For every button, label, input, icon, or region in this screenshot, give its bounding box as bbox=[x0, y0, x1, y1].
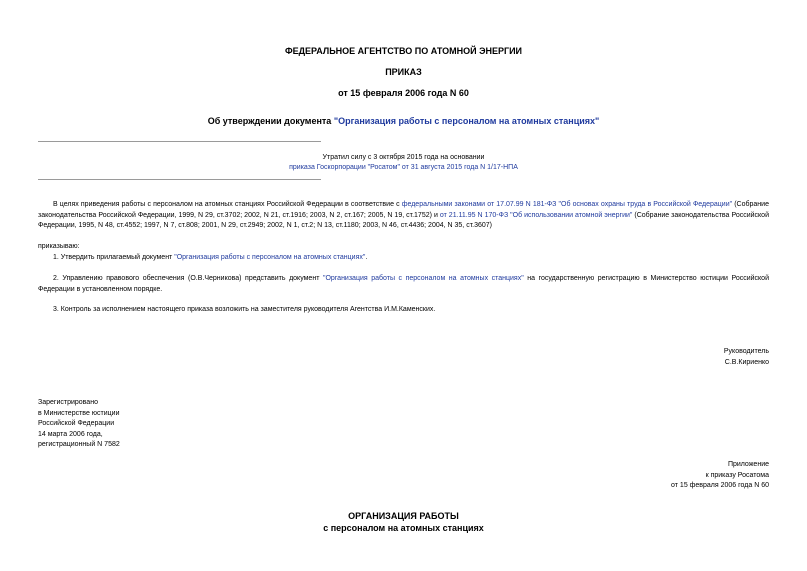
appendix-block bbox=[671, 460, 769, 492]
subject-link[interactable]: "Организация работы с персоналом на атомных станциях" bbox=[333, 116, 600, 126]
repeal-notice bbox=[0, 153, 807, 173]
registration-line: регистрационный N 7582 bbox=[38, 441, 120, 448]
order-word: приказываю: bbox=[38, 243, 80, 250]
appendix-line: Приложение bbox=[727, 461, 769, 468]
registration-block bbox=[38, 398, 120, 451]
section-subtitle: с персоналом на атомных станциях bbox=[323, 523, 484, 533]
signature-name: С.В.Кириенко bbox=[724, 358, 769, 366]
doc-date-number: от 15 февраля 2006 года N 60 bbox=[338, 88, 469, 98]
appendix-line: к приказу Росатома bbox=[705, 471, 769, 479]
preamble-text-a: В целях приведения работы с персоналом на атомных станциях Российской Федерации в соответствие с bbox=[53, 201, 402, 208]
law-181-link[interactable]: федеральными законами от 17.07.99 N 181-ФЗ "Об основах охраны труда в Российской Федерации" bbox=[401, 201, 733, 208]
rule-top bbox=[38, 141, 321, 142]
item-2-end: на государственную регистрацию в Министерство юстиции Российской Федерации в установленном порядке. bbox=[38, 275, 769, 293]
registration-line: 14 марта 2006 года, bbox=[38, 430, 103, 438]
subject-prefix: Об утверждении документа bbox=[207, 116, 334, 126]
item-3: 3. Контроль за исполнением настоящего приказа возложить на заместителя руководителя Агентства И.М.Каменских. bbox=[53, 306, 436, 313]
law-170-link[interactable]: от 21.11.95 N 170-ФЗ "Об использовании атомной энергии" bbox=[439, 211, 633, 219]
section-title: ОРГАНИЗАЦИЯ РАБОТЫ bbox=[348, 511, 459, 521]
registration-line: в Министерстве юстиции bbox=[38, 409, 120, 417]
item-2-text: 2. Управлению правового обеспечения (О.В.Черникова) представить документ bbox=[53, 275, 323, 282]
doc-type: ПРИКАЗ bbox=[385, 67, 422, 77]
repeal-notice-link[interactable]: приказа Госкорпорации "Росатом" от 31 августа 2015 года N 1/17-НПА bbox=[289, 164, 518, 171]
item-1-text: 1. Утвердить прилагаемый документ bbox=[53, 254, 175, 261]
registration-line: Российской Федерации bbox=[38, 420, 115, 427]
preamble-text-c: (Собрание законодательства Российской Федерации, 1995, N 48, ст.4552; 1997, N 7, ст.808; 2001, N 29, ст.2949; 2002, N 1, ст.2; N 13, ст.1180; 2003, N 46, ст.4436; 2004, N 35, ст.3607) bbox=[38, 211, 769, 229]
repeal-notice-line: Утратил силу с 3 октября 2015 года на основании bbox=[322, 154, 485, 161]
appendix-line: от 15 февраля 2006 года N 60 bbox=[671, 482, 769, 489]
signature-title: Руководитель bbox=[723, 348, 769, 355]
item-2-link[interactable]: "Организация работы с персоналом на атомных станциях" bbox=[322, 275, 524, 282]
item-2 bbox=[38, 274, 769, 295]
item-1-end: . bbox=[365, 254, 368, 261]
preamble-paragraph bbox=[38, 200, 769, 232]
doc-subject bbox=[0, 116, 807, 126]
agency-title: ФЕДЕРАЛЬНОЕ АГЕНТСТВО ПО АТОМНОЙ ЭНЕРГИИ bbox=[284, 46, 523, 56]
item-1-link[interactable]: "Организация работы с персоналом на атомных станциях" bbox=[174, 254, 366, 261]
preamble-text-b: (Собрание законодательства Российской Федерации, 1999, N 29, ст.3702; 2002, N 21, ст.1916; 2003, N 2, ст.167; 2005, N 19, ст.1752) и bbox=[38, 201, 769, 219]
rule-bottom bbox=[38, 179, 321, 180]
item-1 bbox=[38, 253, 769, 264]
signature-block bbox=[724, 347, 769, 368]
registration-line: Зарегистрировано bbox=[38, 399, 98, 406]
